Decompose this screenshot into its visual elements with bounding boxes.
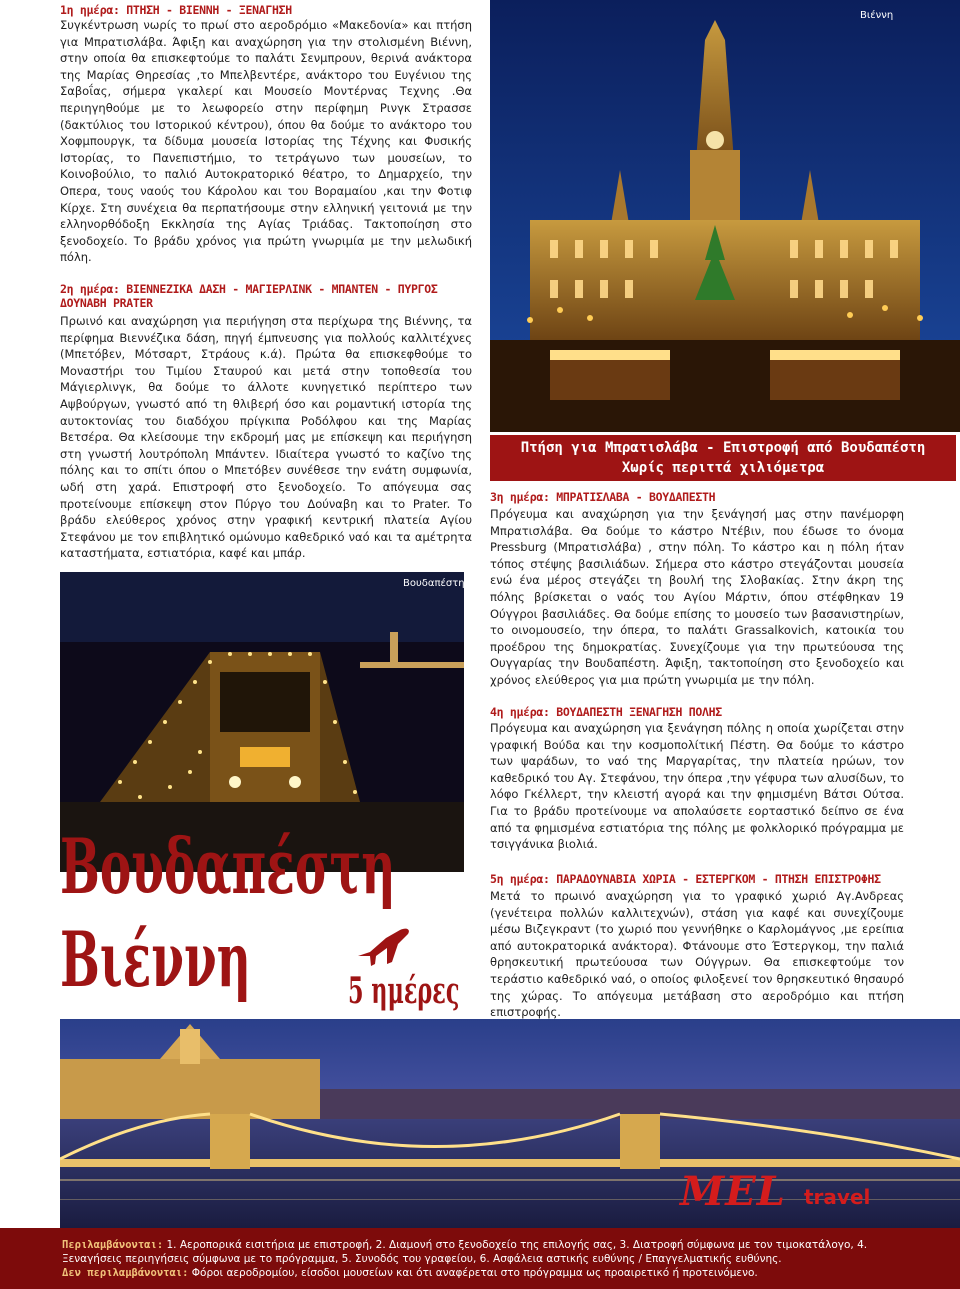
excluded-block <box>62 1266 922 1280</box>
day4-heading: 4η ημέρα: ΒΟΥΔΑΠΕΣΤΗ ΞΕΝΑΓΗΣΗ ΠΟΛΗΣ <box>490 705 722 719</box>
day1-heading: 1η ημέρα: ΠΤΗΣΗ - ΒΙΕΝΝΗ - ΞΕΝΑΓΗΣΗ <box>60 3 292 17</box>
footer-text <box>62 1238 922 1280</box>
day3-text: Πρόγευμα και αναχώρηση για την ξενάγησή μας στην πανέμορφη Μπρατισλάβα. Θα δούμε το κάστρο Ντέβιν, που έδωσε το όνομα Pressburg (Μπρατισλάβα) , στην πόλη. Το κάστρο και η πόλη ήταν τόπος στέψης βασιλιάδων. Σήμερα στο κάστρο στεγάζονται μουσεία ενώ ένα μέρος στεγάζει τη βουλή της Σλοβακίας. Στην άκρη της πόλης βρίσκεται ο ναός του Αγίου Μάρτιν, όπου στέφθηκαν 19 Ούγγροι βασιλιάδες. Θα δούμε επίσης το μουσείο των βασανιστηρίων, το οινομουσείο, την όπερα, το παλάτι Grassalkovich, κατοικία του προέδρου της δημοκρατίας. Συνεχίζουμε για την πρωτεύουσα της Ουγγαρίας την Βουδαπέστη. Άφιξη, τακτοποίηση στο ξενοδοχείο και χρόνος ελεύθερος για μια πρώτη γνωριμία με την πόλη. <box>490 507 904 687</box>
banner-line1: Πτήση για Μπρατισλάβα - Επιστροφή από Βουδαπέστη <box>520 440 926 456</box>
day1-text: Συγκέντρωση νωρίς το πρωί στο αεροδρόμιο «Μακεδονία» και πτήση για Μπρατισλάβα. Άφιξη και αναχώρηση για την στολισμένη Βιέννη, στην οποία θα επισκεφτούμε το παλάτι Σενμπρουν, θερινά ανάκτορα της Μαρίας Θηρεσίας ,το Μπελβεντέρε, ανάκτορο του Ευγένιου της Σαβοΐας, σήμερα γκαλερί και Μουσείο Μοντέρνας Τεχνης .Θα περιηγηθούμε με το λεωφορείο στην περίφημη Ρινγκ Στρασσε (δακτύλιος του Ιστορικού κέντρου), όπου θα δούμε το ανάκτορο του Χοφμπουργκ, τα δίδυμα μουσεία Ιστορίας της Τέχνης και Φυσικής Ιστορίας, το Πανεπιστήμιο, το τετράγωνο των μουσείων, το Κοινοβούλιο, το παλιό Αυτοκρατορικό θέατρο, το Δημαρχείο, την Οπερα, τους ναούς του Κάρολου και του Βοραμαίου ,και την Φοτιφ Κίρχε. Στη συνέχεια θα περπατήσουμε στην ελληνική γειτονιά με την ελληνορθόδοξη Εκκλησία της Αγίας Τριάδας. Τακτοποίηση στο ξενοδοχείο. Το βράδυ χρόνος για πρώτη γνωριμία με την μελωδική πόλη. <box>60 18 472 265</box>
excluded-label: Δεν περιλαμβάνονται: <box>62 1267 189 1279</box>
day4-text: Πρόγευμα και αναχώρηση για ξενάγηση πόλης η οποία χωρίζεται στην γραφική Βούδα και την κοσμοπολίτική Πέστη. Θα δούμε το κάστρο των ψαράδων, το ναό της Μαργαρίτας, την πλατεία ηρώων, τον καθεδρικό του Αγ. Στεφάνου, την όπερα ,την γέφυρα των αλυσίδων, το λόφο Γκέλλερτ, την κλειστή αγορά και την φημισμένη Βάτσι Ούτσα. Για το βράδυ προτείνουμε να απολαύσετε εορταστικό δείπνο σε ένα από τα φημισμένα εστιατόρια της πόλης με φολκλορικό πρόγραμμα με τσιγγάνικα βιολιά. <box>490 721 904 852</box>
title-budapest: Βουδαπέστη <box>60 822 396 911</box>
day5-heading: 5η ημέρα: ΠΑΡΑΔΟΥΝΑΒΙΑ ΧΩΡΙΑ - ΕΣΤΕΡΓΚΟΜ - ΠΤΗΣΗ ΕΠΙΣΤΡΟΦΗΣ <box>490 872 881 886</box>
airplane-icon <box>356 926 412 968</box>
included-text: 1. Αεροπορικά εισιτήρια με επιστροφή, 2. Διαμονή στο ξενοδοχείο της επιλογής σας, 3. Διατροφή σύμφωνα με τον τιμοκατάλογο, 4. Ξεναγήσεις περιηγήσεις σύμφωνα με το πρόγραμμα, 5. Συνοδός του γραφείου, 6. Ασφάλεια αστικής ευθύνης / Επαγγελματικής ευθύνης. <box>62 1239 868 1265</box>
title-duration: 5 ημέρες <box>348 970 460 1012</box>
included-block <box>62 1238 922 1266</box>
budapest-caption: Βουδαπέστη <box>403 578 465 589</box>
mel-travel-logo <box>680 1170 900 1216</box>
banner-line2: Χωρίς περιττά χιλιόμετρα <box>621 460 825 476</box>
vienna-city-hall-photo <box>490 0 960 432</box>
logo-sub: travel <box>804 1185 871 1209</box>
day2-heading: 2η ημέρα: ΒΙΕΝΝΕΖΙΚΑ ΔΑΣΗ - ΜΑΓΙΕΡΛΙΝΚ - ΜΠΑΝΤΕΝ - ΠΥΡΓΟΣ ΔΟΥΝΑΒΗ PRATER <box>60 282 438 310</box>
excluded-text: Φόροι αεροδρομίου, είσοδοι μουσείων και ότι αναφέρεται στο πρόγραμμα ως προαιρετικό ή προτεινόμενο. <box>191 1267 758 1279</box>
included-label: Περιλαμβάνονται: <box>62 1239 164 1251</box>
vienna-caption: Βιέννη <box>860 10 894 21</box>
day3-heading: 3η ημέρα: ΜΠΡΑΤΙΣΛΑΒΑ - ΒΟΥΔΑΠΕΣΤΗ <box>490 490 716 504</box>
day5-text: Μετά το πρωινό αναχώρηση για το γραφικό χωριό Αγ.Ανδρεας (γενέτειρα πολλών καλλιτεχνών), στάση για καφέ και συνεχίζουμε μέσω Βιζεγκραντ (το χωριό που γεννήθηκε ο Καρλομάγνος ,με ερείπια από αυτοκρατορικά ανάκτορα). Φτάνουμε στο Έστεργκομ, την παλιά θρησκευτική πρωτεύουσα των Ούγγρων. Θα επισκεφτούμε τον τεράστιο καθεδρικό ναό, ο οποίος φιλοξενεί τον θρησκευτικό θησαυρό της χώρας. Το απόγευμα μετάβαση στο αεροδρόμιο και πτήση επιστροφής. <box>490 889 904 1020</box>
day2-text: Πρωινό και αναχώρηση για περιήγηση στα περίχωρα της Βιέννης, τα περίφημα Βιεννέζικα δάση, πηγή έμπνευσης για πολλούς καλλιτέχνες (Μπετόβεν, Μότσαρτ, Στράους κ.ά). Πρώτα θα επισκεφθούμε το Μοναστήρι του Τιμίου Σταυρού και μετά στην τοποθεσία του Μάγιερλινγκ, θα δούμε το άλλοτε κυνηγετικό περίπτερο των Αψβούργων, γνωστό από τη θλιβερή όσο και ρομαντική ιστορία της αυτοκτονίας του διαδόχου πρίγκιπα Ροδόλφου και της Μαρίας Βετσέρα. Θα κλείσουμε την εκδρομή μας με επίσκεψη και περιήγηση στη γνωστή λουτρόπολη Μπάντεν. Ιδιαίτερα γνωστό το καζίνο της πόλης και το σπίτι όπου ο Μπετόβεν συνέθεσε την ενάτη συμφωνία, ωδή στη χαρά. Επιστροφή στο ξενοδοχείο. Το απόγευμα σας προτείνουμε επίσκεψη στον Πύργο του Δούναβη και το Prater. Το βράδυ ελεύθερος χρόνος στην γραφική κεντρική πλατεία Αγίου Στεφάνου με τον επιβλητικό ομώνυμο καθεδρικό ναό και τα αμέτρητα καταστήματα, εστιατόρια, καφέ και μπάρ. <box>60 314 472 561</box>
title-vienna: Βιέννη <box>60 915 251 1004</box>
route-banner <box>490 435 956 481</box>
logo-main: MEL <box>680 1168 786 1215</box>
